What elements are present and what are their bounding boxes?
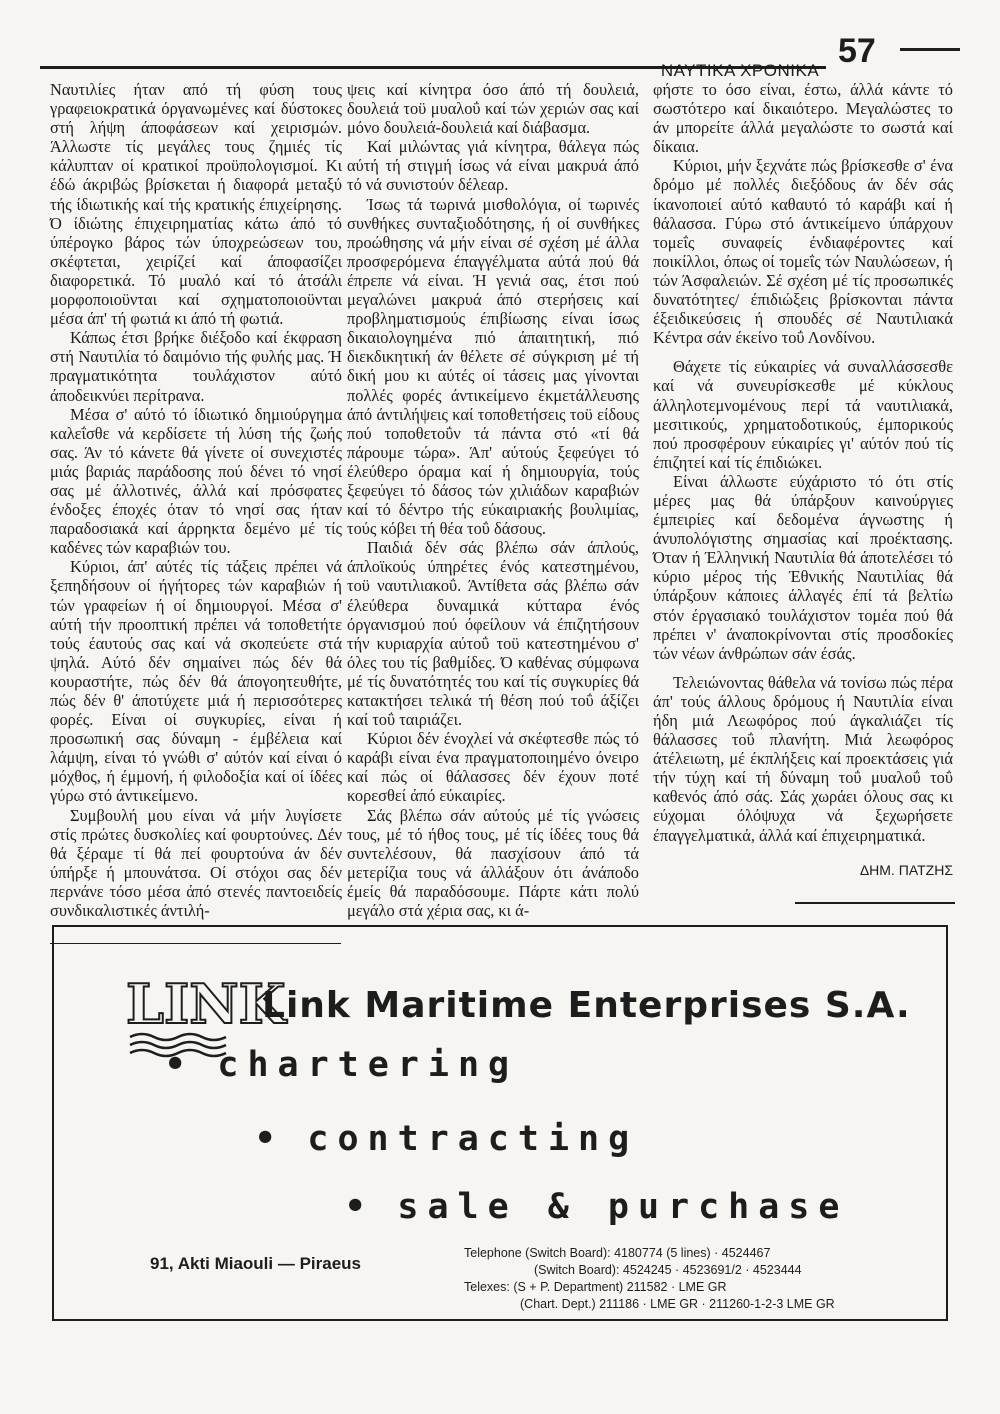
author-signature: ΔΗΜ. ΠΑΤΖΗΣ — [859, 861, 953, 878]
contact-line: (Chart. Dept.) 211186 · LME GR · 211260-1-2-3 LME GR — [520, 1297, 835, 1311]
paragraph: Κάπως έτσι βρήκε διέξοδο καί έκφραση στή Ναυτιλία τό δαιμόνιο τής φυλής μας. Ή πραγματικότητα τουλάχιστον αύτό άποδεικνύει περίτρανα. — [50, 328, 342, 405]
bullet-icon: • — [254, 1119, 286, 1159]
paragraph: φήστε το όσο είναι, έστω, άλλά κάντε τό σωστότερο καί δικαιότερο. Μεγαλώστες το άν μπορείτε άλλά μεγαλώστε το σωστά καί δίκαια. — [653, 80, 953, 157]
advertisement — [52, 925, 948, 1321]
service-label: contracting — [307, 1119, 639, 1159]
page-title: ΝΑΥΤΙΚΑ ΧΡΟΝΙΚΑ — [660, 61, 820, 80]
page-number: 57 — [838, 32, 876, 70]
bullet-icon: • — [164, 1045, 196, 1085]
contact-line: Telexes: (S + P. Department) 211582 · LME GR — [464, 1280, 727, 1294]
paragraph: Τελειώνοντας θάθελα νά τονίσω πώς πέρα άπ' τούς άλλους δρόμους ή Ναυτιλία είναι ήδη μιά Λεωφόρος πού άγκαλιάζει τίς θάλασσες τοΰ πλανήτη. Μιά λεωφόρος άτέλειωτη, μέ έκπλήξεις καί προεκτάσεις γιά τήν τύχη καί τή δύναμη τοΰ μυαλοΰ τοΰ καθενός άπό σάς. Σάς χωράει όλους σας κι εύχομαι όλόψυχα νά ξεχωρήσετε έπαγγελματικά, άλλά καί έπιχειρηματικά. — [653, 672, 953, 845]
paragraph: Ναυτιλίες ήταν από τή φύση τους γραφειοκρατικά όργανωμένες καί δύστοκες στή λήψη άποφάσεων καί χειρισμών. Άλλωστε τίς μεγάλες τους ζημιές τίς κάλυπταν οί κρατικοί προϋπολογισμοί. Κι έδώ άκριβώς βρίσκεται ή διαφορά μεταξύ τής ίδιωτικής καί τής κρατικής έπιχείρησης. Ό ίδιώτης έπιχειρηματίας κάτω άπό τό ύπέρογκο βάρος τών ύποχρεώσεων του, σκέφτεται, χειρίζεί καί άποφασίζει διαφορετικά. Τό μυαλό καί τό άτσάλι μορφοποιοϋνται καί σχηματοποιοϋνται μέσα άπ' τή φωτιά κι άπό τή φωτιά. — [50, 80, 342, 329]
paragraph: Είναι άλλωστε εύχάριστο τό ότι στίς μέρες μας θά ύπάρξουν καινούργιες έμπειρίες καί δεδομένα άγνωστης ή άνυπολόγιστης σημασίας καί προέκτασης. Όταν ή Έλληνική Ναυτιλία θά άποτελέσει τό κύριο μέρος τής Έθνικής Ναυτιλίας θά ύπάρξουν κάποιες άλλαγές έπί τά βελτίω στόν έργασιακό τουλάχιστον τομέα πού θά πρέπει ν' άναποκρίνονται στίς προσδοκίες τών νέων άνθρώπων σάν έσάς. — [653, 471, 953, 663]
paragraph: Κύριοι δέν ένοχλεί νά σκέφτεσθε πώς τό καράβι είναι ένα πραγματοποιημένο όνειρο καί πώς οί θάλασσες δέν έχουν ποτέ κορεσθεί άπό εύκαιρίες. — [347, 729, 639, 806]
article-column-1 — [50, 80, 342, 942]
article-column-2 — [347, 80, 639, 928]
bullet-icon: • — [344, 1187, 376, 1227]
paragraph: Θάχετε τίς εύκαιρίες νά συναλλάσσεσθε καί νά συνευρίσκεσθε μέ κύκλους άλληλοτεμνομένους περί τά ναυτιλιακά, μεσιτικούς, χρηματοδοτικούς, έμπορικούς πού προσφέρουν εύκαιρίες γι' αύτόν πού τίς έπιζητεί καί τίς έπιδιώκει. — [653, 357, 953, 472]
paragraph: Σάς βλέπω σάν αύτούς μέ τίς γνώσεις τους, μέ τό ήθος τους, μέ τίς ίδέες τους θά συντελέσουν, θά πασχίσουν άπό τά μετερίζια τους νά άλλάξουν ότι άνάποδο έμείς θά παραδόσουμε. Πάρτε κάτι πολύ μεγάλο στά χέρια σας, κι ά- — [347, 805, 639, 921]
paragraph: Παιδιά δέν σάς βλέπω σάν άπλούς, άπλοϊκούς ύπηρέτες ένός κατεστημένου, τοϋ ναυτιλιακοΰ. Άντίθετα σάς βλέπω σάν έλεύθερα δυναμικά κύτταρα ένός όργανισμού πού όφείλουν νά έπιζητήσουν τήν κυριαρχία αύτοΰ τοϋ κατεστημένου σ' όλες του τίς βαθμίδες. Ό καθένας σύμφωνα μέ τίς δυνατότητές του καί τίς συγκυρίες θά κατακτήσει τελικά τή θέση πού τοΰ άξίζει καί τοΰ ταιριάζει. — [347, 538, 639, 730]
header-rule — [900, 48, 960, 51]
service-item — [254, 1119, 638, 1159]
article-column-3 — [653, 80, 953, 880]
paragraph: Μέσα σ' αύτό τό ίδιωτικό δημιούργημα καλεΐσθε νά κερδίσετε τή λύση τής ζωής σας. Άν τό κάνετε θά γίνετε οί συνεχιστές μιάς βαριάς παράδοσης πού δένει τό νησί σας μέ άλλοτινές, άλλά καί πρόσφατες ένδοξες έποχές όταν τό νησί σας ήταν παραδοσιακά καί άρρηκτα δεμένο μέ τίς καδένες τών καραβιών του. — [50, 404, 342, 558]
paragraph: Κύριοι, άπ' αύτές τίς τάξεις πρέπει νά ξεπηδήσουν οί ήγήτορες τών καραβιών ή τών γραφείων ή οί δημιουργοί. Μέσα σ' αύτή τήν προοπτική πρέπει νά τοποθετήτε τούς έαυτούς σας καί νά σκοπεύετε στά ψηλά. Αύτό δέν σημαίνει πώς δέν θά κουραστήτε, πώς δέν θά άπογοητευθήτε, πώς δέν θ' άποτύχετε μιά ή περισσότερες φορές. Είναι οί συγκυρίες, είναι ή προσωπική σας δύναμη - έμβέλεια καί λάμψη, είναι τό γνώθι σ' αύτόν καί είναι ό μόχθος, ή έμμονή, ή φιλοδοξία καί οί ίδέες γύρω στό άντικείμενο. — [50, 557, 342, 806]
service-label: sale & purchase — [397, 1187, 849, 1227]
paragraph: Καί μιλώντας γιά κίνητρα, θάλεγα πώς αύτή τή στιγμή ίσως νά είναι μακρυά άπό τό νά συνιστούν δέλεαρ. — [347, 137, 639, 195]
paragraph: Ίσως τά τωρινά μισθολόγια, οί τωρινές συνθήκες συνταξιοδότησης, ή οί συνθήκες προώθησης νά μήν είναι σέ σχέση μέ άλλα προσφερόμενα έπαγγέλματα αύτά πού θά έπρεπε νά είναι. Ή γενιά σας, έτσι πού μεγαλώνει μακρυά άπό στερήσεις καί προβληματισμούς έπιβίωσης είναι ίσως δικαιολογημένα πιό άπαιτητική, πιό διεκδικητική άν θέλετε σέ σύγκριση μέ τή δική μου κι αύτές οί τάσεις μας γίνονται πολλές φορές άντικείμενο έκμετάλλευσης άπό άντιλήψεις καί τοποθετήσεις τοϋ είδους πού τοποθετοΰν τά πάντα στό «τί θά πάρουμε τώρα». Άπ' αύτούς ξεφεύγει τό έλεύθερο όραμα καί ή δημιουργία, τούς ξεφεύγει τό δάσος τών χιλιάδων καραβιών καί τό δέντρο τής εύκαιριακής βουλιμίας, τούς κόβει τή θέα τοΰ δάσους. — [347, 194, 639, 539]
paragraph: Κύριοι, μήν ξεχνάτε πώς βρίσκεσθε σ' ένα δρόμο μέ πολλές διεξόδους άν δέν σάς ίκανοποιεί αύτό καθαυτό τό καράβι καί ή θάλασσα. Γύρω στό άντικείμενο ύπάρχουν τομεΐς συναφείς ένδιαφέροντες καί ποικίλλοι, όπως οί τομεΐς τών Ναυλώσεων, ή τών Άσφαλειών. Σέ σχέση μέ τίς προσωπικές δυνατότητες/ έπιδιώξεις βρίσκονται πάντα έξειδικεύσεις ή σπουδές σέ Ναυτιλιακά Κέντρα σάν έκείνο τοΰ Λονδίνου. — [653, 156, 953, 348]
contact-line: Telephone (Switch Board): 4180774 (5 lines) · 4524467 — [464, 1246, 771, 1260]
service-label: chartering — [217, 1045, 519, 1085]
contact-info — [464, 1245, 835, 1313]
company-address: 91, Akti Miaouli — Piraeus — [150, 1254, 361, 1273]
signature-rule — [795, 902, 955, 904]
paragraph: ψεις καί κίνητρα όσο άπό τή δουλειά, δουλειά τοϋ μυαλοΰ καί τών χεριών σας καί μόνο δουλειά-δουλειά καί διάβασμα. — [347, 80, 639, 138]
service-item — [164, 1045, 518, 1085]
svg-text:LINK: LINK — [126, 972, 286, 1036]
contact-line: (Switch Board): 4524245 · 4523691/2 · 4523444 — [534, 1263, 802, 1277]
company-name: Link Maritime Enterprises S.A. — [262, 985, 911, 1026]
service-item — [344, 1187, 848, 1227]
paragraph: Συμβουλή μου είναι νά μήν λυγίσετε στίς πρώτες δυσκολίες καί φουρτούνες. Δέν θά ξέραμε τί θά πεί φουρτούνα άν δέν ύπήρξε ή μπουνάτσα. Οί στόχοι σας δέν περνάνε τόσο μέσα άπό στενές παντοειδείς συνδικαλιστικές άντιλή- — [50, 805, 342, 921]
